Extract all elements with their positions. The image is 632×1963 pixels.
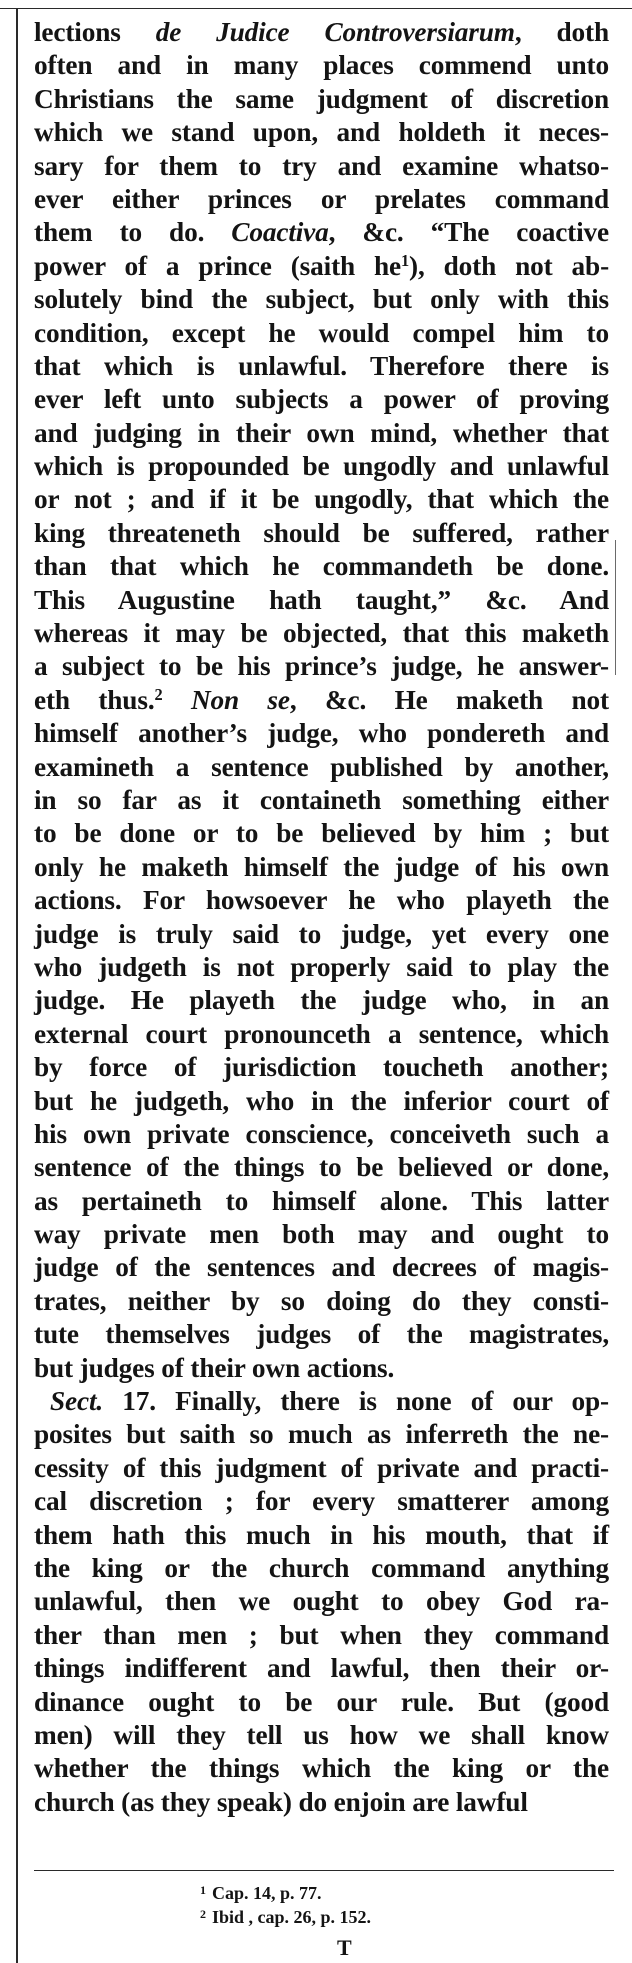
text-line: Christians the same judgment of discretion <box>34 83 609 114</box>
footnote <box>200 1880 371 1904</box>
text-line: and judging in their own mind, whether that <box>34 417 609 448</box>
text-line: dinance ought to be our rule. But (good <box>34 1686 609 1717</box>
text-line: eth thus.$^2$ Non se, &c. He maketh not <box>34 684 609 715</box>
text-line: who judgeth is not properly said to play the <box>34 951 609 982</box>
text-line: often and in many places commend unto <box>34 50 609 81</box>
text-line: judge is truly said to judge, yet every one <box>34 918 609 949</box>
footnote-mark: 1 <box>200 1883 206 1897</box>
footnote-rule <box>34 1870 614 1871</box>
text-line: ever left unto subjects a power of proving <box>34 384 609 415</box>
text-line: which is propounded be ungodly and unlawful <box>34 451 609 482</box>
footnotes <box>200 1880 371 1928</box>
text-line: as pertaineth to himself alone. This latter <box>34 1185 609 1216</box>
text-line: his own private conscience, conceiveth such a <box>34 1118 609 1149</box>
text-line: judge. He playeth the judge who, in an <box>34 985 609 1016</box>
margin-mark <box>615 540 616 675</box>
text-line: actions. For howsoever he who playeth the <box>34 885 609 916</box>
text-line: them to do. Coactiva, &c. “The coactive <box>34 217 609 248</box>
footnote <box>200 1904 371 1928</box>
footnote-text: Cap. 14, p. 77. <box>212 1883 322 1903</box>
text-line: a subject to be his prince’s judge, he answer- <box>34 651 609 682</box>
text-line: that which is unlawful. Therefore there is <box>34 350 609 381</box>
text-line: trates, neither by so doing do they consti- <box>34 1285 609 1316</box>
signature-mark: T <box>337 1935 352 1960</box>
text-line: judge of the sentences and decrees of magis- <box>34 1252 609 1283</box>
text-line: in so far as it containeth something either <box>34 784 609 815</box>
text-line: king threateneth should be suffered, rather <box>34 517 609 548</box>
text-line: This Augustine hath taught,” &c. And <box>34 584 609 615</box>
body-text <box>34 16 609 1819</box>
text-line: but judges of their own actions. <box>34 1352 395 1383</box>
text-line: cal discretion ; for every smatterer among <box>34 1486 609 1517</box>
text-line: unlawful, then we ought to obey God ra- <box>34 1586 609 1617</box>
text-line: sary for them to try and examine whatso- <box>34 150 609 181</box>
footnote-text: Ibid , cap. 26, p. 152. <box>212 1907 372 1927</box>
text-line: posites but saith so much as inferreth the ne- <box>34 1419 609 1450</box>
text-line: but he judgeth, who in the inferior court of <box>34 1085 609 1116</box>
text-line: ever either princes or prelates command <box>34 183 609 214</box>
text-line: men) will they tell us how we shall know <box>34 1719 609 1750</box>
text-line: the king or the church command anything <box>34 1552 609 1583</box>
text-line: cessity of this judgment of private and practi- <box>34 1452 609 1483</box>
text-line: which we stand upon, and holdeth it neces- <box>34 117 609 148</box>
left-margin-rule <box>16 8 18 1963</box>
text-line: or not ; and if it be ungodly, that which the <box>34 484 609 515</box>
text-line: lections de Judice Controversiarum, doth <box>34 17 609 47</box>
text-line: things indifferent and lawful, then their or- <box>34 1653 609 1684</box>
text-line: examineth a sentence published by another, <box>34 751 609 782</box>
text-line: them hath this much in his mouth, that if <box>34 1519 609 1550</box>
text-line: by force of jurisdiction toucheth another; <box>34 1052 609 1083</box>
top-rule <box>0 8 632 9</box>
text-line: tute themselves judges of the magistrates, <box>34 1319 609 1350</box>
footnote-mark: 2 <box>200 1907 206 1921</box>
text-line: way private men both may and ought to <box>34 1219 609 1250</box>
text-line: ther than men ; but when they command <box>34 1619 609 1650</box>
text-line: only he maketh himself the judge of his own <box>34 851 609 882</box>
text-line: himself another’s judge, who pondereth and <box>34 718 609 749</box>
text-line: whereas it may be objected, that this maketh <box>34 618 609 649</box>
text-line: than that which he commandeth be done. <box>34 551 609 582</box>
text-line: condition, except he would compel him to <box>34 317 609 348</box>
text-line: Sect. 17. Finally, there is none of our op- <box>50 1386 609 1417</box>
text-line: church (as they speak) do enjoin are lawful <box>34 1786 528 1817</box>
text-line: whether the things which the king or the <box>34 1753 609 1784</box>
text-line: power of a prince (saith $he^1$), doth not ab- <box>34 250 610 281</box>
text-line: solutely bind the subject, but only with this <box>34 284 609 315</box>
text-line: sentence of the things to be believed or done, <box>34 1152 609 1183</box>
text-line: external court pronounceth a sentence, which <box>34 1018 609 1049</box>
text-line: to be done or to be believed by him ; but <box>34 818 609 849</box>
